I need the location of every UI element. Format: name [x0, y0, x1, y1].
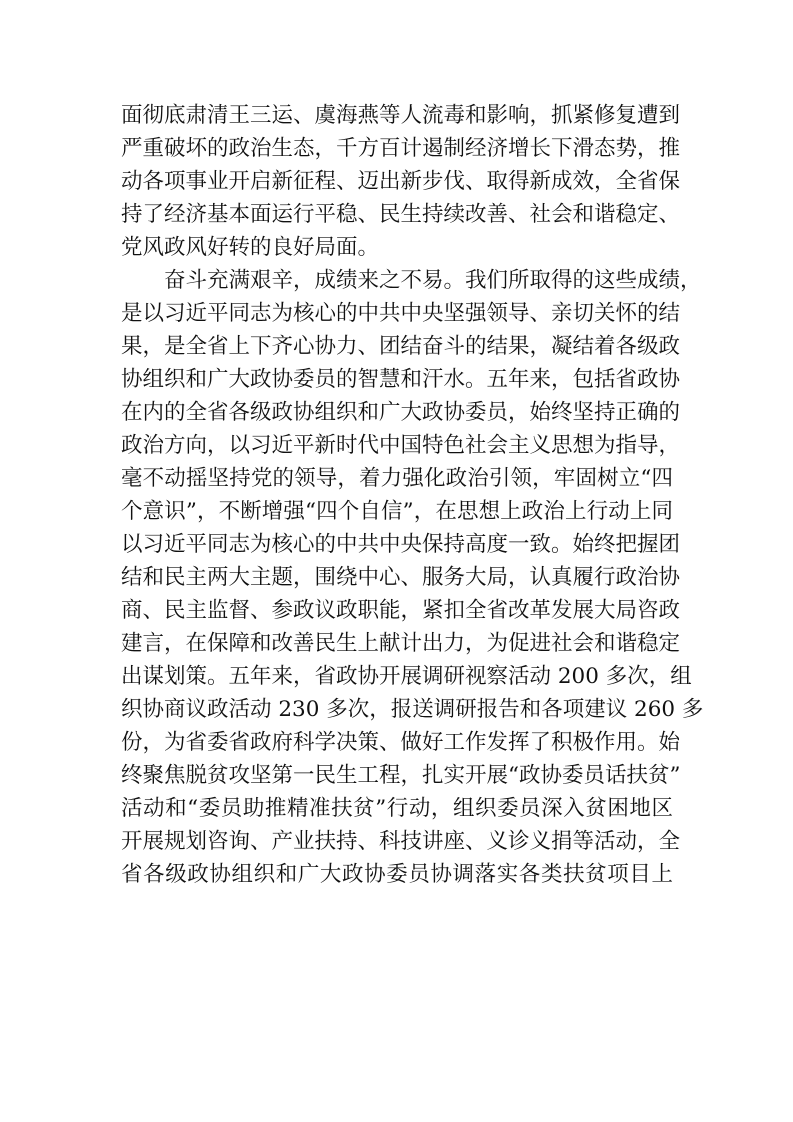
text-line: 结和民主两大主题，围绕中心、服务大局，认真履行政治协 — [121, 565, 681, 590]
text-line: 活动和“委员助推精准扶贫”行动，组织委员深入贫困地区 — [121, 796, 673, 821]
text-line: 持了经济基本面运行平稳、民生持续改善、社会和谐稳定、 — [121, 202, 681, 227]
text-line: 出谋划策。五年来，省政协开展调研视察活动 200 多次，组 — [121, 664, 692, 689]
text-line: 政治方向，以习近平新时代中国特色社会主义思想为指导， — [121, 433, 681, 458]
text-line: 协组织和广大政协委员的智慧和汗水。五年来，包括省政协 — [121, 367, 681, 392]
text-line: 终聚焦脱贫攻坚第一民生工程，扎实开展“政协委员话扶贫” — [121, 763, 681, 788]
text-line: 奋斗充满艰辛，成绩来之不易。我们所取得的这些成绩， — [164, 268, 702, 293]
text-line: 开展规划咨询、产业扶持、科技讲座、义诊义捐等活动，全 — [121, 829, 681, 854]
text-line: 动各项事业开启新征程、迈出新步伐、取得新成效，全省保 — [121, 169, 681, 194]
text-line: 织协商议政活动 230 多次，报送调研报告和各项建议 260 多 — [121, 697, 704, 722]
text-line: 严重破坏的政治生态，千方百计遏制经济增长下滑态势，推 — [121, 136, 681, 161]
text-line: 毫不动摇坚持党的领导，着力强化政治引领，牢固树立“四 — [121, 466, 673, 491]
text-line: 份，为省委省政府科学决策、做好工作发挥了积极作用。始 — [121, 730, 681, 755]
text-line: 果，是全省上下齐心协力、团结奋斗的结果，凝结着各级政 — [121, 334, 681, 359]
text-line: 个意识”，不断增强“四个自信”，在思想上政治上行动上同 — [121, 499, 673, 524]
body-text — [121, 96, 704, 888]
text-line: 以习近平同志为核心的中共中央保持高度一致。始终把握团 — [121, 532, 681, 557]
text-line: 商、民主监督、参政议政职能，紧扣全省改革发展大局咨政 — [121, 598, 681, 623]
text-line: 在内的全省各级政协组织和广大政协委员，始终坚持正确的 — [121, 400, 681, 425]
text-line: 面彻底肃清王三运、虞海燕等人流毒和影响，抓紧修复遭到 — [121, 103, 681, 128]
text-line: 建言，在保障和改善民生上献计出力，为促进社会和谐稳定 — [121, 631, 681, 656]
text-line: 是以习近平同志为核心的中共中央坚强领导、亲切关怀的结 — [121, 301, 681, 326]
text-line: 党风政风好转的良好局面。 — [121, 235, 380, 260]
text-line: 省各级政协组织和广大政协委员协调落实各类扶贫项目上 — [121, 862, 673, 887]
